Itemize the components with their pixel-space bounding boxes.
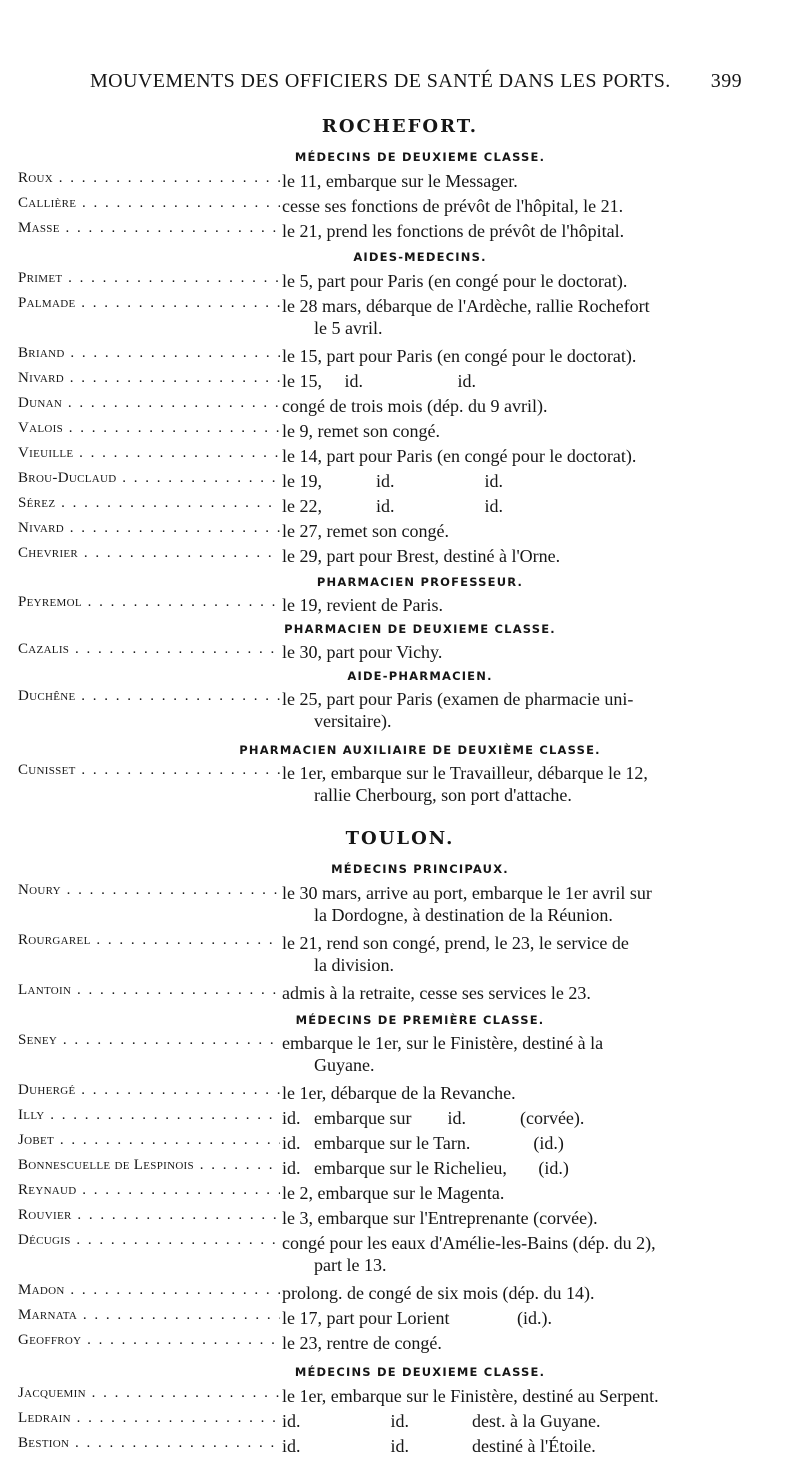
port-title-toulon: TOULON.: [345, 828, 455, 849]
officer-name: Cunisset . . .: [18, 762, 280, 779]
officer-name: Roux . . .: [18, 170, 280, 187]
movement-text: le 3, embarque sur l'Entreprenante (corvée).: [282, 1208, 598, 1228]
section-heading: MÉDECINS DE DEUXIEME CLASSE.: [294, 150, 546, 164]
movement-text: le 27, remet son congé.: [282, 521, 449, 541]
movement-text: congé pour les eaux d'Amélie-les-Bains (dép. du 2), part le 13.: [282, 1233, 656, 1275]
movement-text: le 11, embarque sur le Messager.: [282, 171, 518, 191]
page-number: 399: [710, 70, 742, 92]
officer-name: Madon . . .: [18, 1282, 280, 1299]
movement-text: congé de trois mois (dép. du 9 avril).: [282, 396, 548, 416]
section-heading: MÉDECINS DE PREMIÈRE CLASSE.: [295, 1013, 545, 1027]
officer-name: Reynaud . . .: [18, 1182, 280, 1199]
movement-text: le 5, part pour Paris (en congé pour le doctorat).: [282, 271, 628, 291]
officer-name: Jacquemin . . .: [18, 1385, 280, 1402]
officer-name: Rourgarel . . .: [18, 932, 280, 949]
section-heading: AIDE-PHARMACIEN.: [347, 669, 493, 683]
movement-text: le 29, part pour Brest, destiné à l'Orne.: [282, 546, 561, 566]
officer-name: Jobet . . .: [18, 1132, 280, 1149]
officer-name: Lantoin . . .: [18, 982, 280, 999]
movement-text: le 9, remet son congé.: [282, 421, 440, 441]
movement-text: le 15, part pour Paris (en congé pour le doctorat).: [282, 346, 637, 366]
movement-text: le 30 mars, arrive au port, embarque le 1er avril sur la Dordogne, à destination de la Réunion.: [282, 883, 652, 925]
movement-text: embarque le 1er, sur le Finistère, destiné à la Guyane.: [282, 1033, 604, 1075]
movement-text: le 21, rend son congé, prend, le 23, le service de la division.: [282, 933, 629, 975]
movement-text: le 19, id. id.: [282, 471, 503, 491]
section-heading: AIDES-MEDECINS.: [353, 250, 487, 264]
movement-text: cesse ses fonctions de prévôt de l'hôpital, le 21.: [282, 196, 624, 216]
officer-name: Marnata . . .: [18, 1307, 280, 1324]
movement-text: le 2, embarque sur le Magenta.: [282, 1183, 505, 1203]
section-heading: PHARMACIEN DE DEUXIEME CLASSE.: [284, 622, 556, 636]
officer-name: Rouvier . . .: [18, 1207, 280, 1224]
officer-name: Cazalis . . .: [18, 641, 280, 658]
section-heading: PHARMACIEN AUXILIAIRE DE DEUXIÈME CLASSE.: [239, 743, 601, 757]
movement-text: prolong. de congé de six mois (dép. du 14).: [282, 1283, 595, 1303]
movement-text: le 22, id. id.: [282, 496, 503, 516]
movement-text: le 17, part pour Lorient (id.).: [282, 1308, 552, 1328]
movement-text: le 1er, embarque sur le Finistère, destiné au Serpent.: [282, 1386, 659, 1406]
port-title-rochefort: ROCHEFORT.: [321, 116, 479, 137]
header-title: MOUVEMENTS DES OFFICIERS DE SANTÉ DANS LES PORTS.: [90, 70, 671, 92]
officer-name: Callière . . .: [18, 195, 280, 212]
movement-text: le 25, part pour Paris (examen de pharmacie uni- versitaire).: [282, 689, 634, 731]
officer-name: Bestion . . .: [18, 1435, 280, 1452]
officer-name: Nivard . . .: [18, 520, 280, 537]
movement-text: id. id. dest. à la Guyane.: [282, 1411, 601, 1431]
officer-name: Dunan . . .: [18, 395, 280, 412]
officer-name: Brou-Duclaud . . .: [18, 470, 280, 487]
officer-name: Chevrier . . .: [18, 545, 280, 562]
running-header: [90, 70, 742, 102]
movement-text: le 14, part pour Paris (en congé pour le doctorat).: [282, 446, 637, 466]
officer-name: Primet . . .: [18, 270, 280, 287]
movement-text: le 28 mars, débarque de l'Ardèche, rallie Rochefort le 5 avril.: [282, 296, 650, 338]
officer-name: Duchêne . . .: [18, 688, 280, 705]
movement-text: id. embarque sur le Tarn. (id.): [282, 1133, 564, 1153]
officer-name: Masse . . .: [18, 220, 280, 237]
movement-text: le 15, id. id.: [282, 371, 476, 391]
movement-text: le 23, rentre de congé.: [282, 1333, 442, 1353]
movement-text: id. embarque sur id. (corvée).: [282, 1108, 585, 1128]
officer-name: Décugis . . .: [18, 1232, 280, 1249]
officer-name: Noury . . .: [18, 882, 280, 899]
movement-text: id. embarque sur le Richelieu, (id.): [282, 1158, 569, 1178]
movement-text: id. id. destiné à l'Étoile.: [282, 1436, 596, 1456]
section-heading: MÉDECINS PRINCIPAUX.: [331, 862, 509, 876]
movement-text: le 30, part pour Vichy.: [282, 642, 443, 662]
officer-name: Illy . . .: [18, 1107, 280, 1124]
movement-text: le 19, revient de Paris.: [282, 595, 443, 615]
officer-name: Vieuille . . .: [18, 445, 280, 462]
officer-name: Bonnescuelle de Lespinois . . .: [18, 1157, 280, 1174]
officer-name: Ledrain . . .: [18, 1410, 280, 1427]
officer-name: Sérez . . .: [18, 495, 280, 512]
officer-name: Briand . . .: [18, 345, 280, 362]
officer-name: Peyremol . . .: [18, 594, 280, 611]
movement-text: admis à la retraite, cesse ses services le 23.: [282, 983, 591, 1003]
officer-name: Valois . . .: [18, 420, 280, 437]
officer-name: Seney . . .: [18, 1032, 280, 1049]
movement-text: le 1er, embarque sur le Travailleur, débarque le 12, rallie Cherbourg, son port d'attache.: [282, 763, 648, 805]
movement-text: le 21, prend les fonctions de prévôt de l'hôpital.: [282, 221, 625, 241]
officer-name: Geoffroy . . .: [18, 1332, 280, 1349]
movement-text: le 1er, débarque de la Revanche.: [282, 1083, 516, 1103]
section-heading: MÉDECINS DE DEUXIEME CLASSE.: [294, 1365, 546, 1379]
officer-name: Duhergé . . .: [18, 1082, 280, 1099]
section-heading: PHARMACIEN PROFESSEUR.: [316, 575, 524, 589]
officer-name: Nivard . . .: [18, 370, 280, 387]
officer-name: Palmade . . .: [18, 295, 280, 312]
